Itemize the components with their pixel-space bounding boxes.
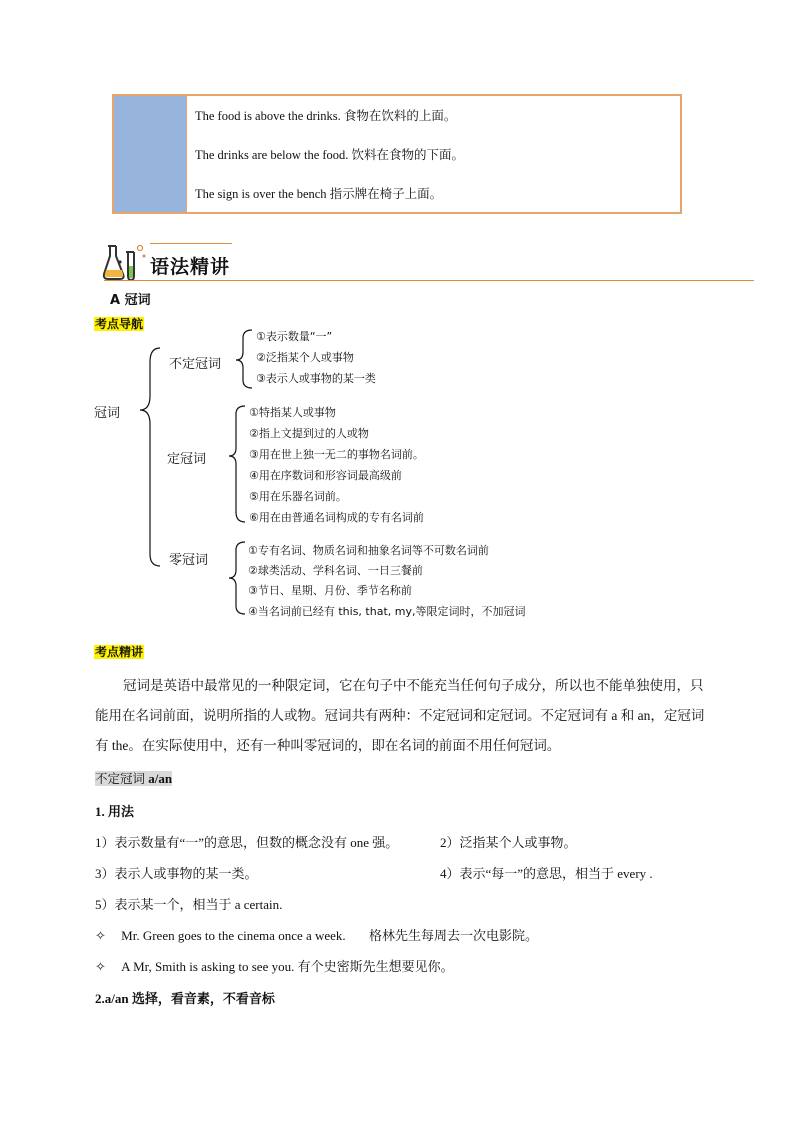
nav-badge-text: 考点导航 <box>95 317 144 331</box>
bullet-en: Mr. Green goes to the cinema once a week. <box>121 928 346 943</box>
detail-badge <box>94 643 144 660</box>
diamond-bullet-icon: ✧ <box>95 928 106 943</box>
example-sentence: The sign is over the bench 指示牌在椅子上面。 <box>195 187 443 201</box>
example-sentences <box>187 96 680 212</box>
tree-indefinite-item: ②泛指某个人或事物 <box>256 351 354 364</box>
tree-definite-item: ①特指某人或事物 <box>249 406 336 419</box>
section-divider <box>104 280 754 281</box>
tree-zero-item: ②球类活动、学科名词、一日三餐前 <box>248 564 423 577</box>
lab-flask-icon <box>102 242 148 282</box>
section-title: 语法精讲 <box>150 256 231 278</box>
example-sentence: The food is above the drinks. 食物在饮料的上面。 <box>195 109 457 123</box>
intro-text: 冠词是英语中最常见的一种限定词，它在句子中不能充当任何句子成分，所以也不能单独使用，只能用在名词前面，说明所指的人或物。冠词共有两种：不定冠词和定冠词。不定冠词有 a 和 an，定冠词有 the。在实际使用中，还有一种叫零冠词的，即在名词的前面不用任何冠词。 <box>95 678 705 753</box>
nav-badge <box>94 315 144 332</box>
example-table <box>112 94 682 214</box>
usage-item: 4）表示“每一”的意思，相当于 every . <box>440 866 653 881</box>
tree-definite-item: ⑤用在乐器名词前。 <box>249 490 347 503</box>
example-bullet <box>95 956 454 975</box>
tree-indefinite-item: ①表示数量“一” <box>256 330 333 343</box>
bullet-en: A Mr, Smith is asking to see you. <box>121 959 295 974</box>
tree-zero-item: ①专有名词、物质名词和抽象名词等不可数名词前 <box>248 544 489 557</box>
tree-definite-item: ②指上文提到过的人或物 <box>249 427 369 440</box>
tree-root-label: 冠词 <box>94 406 121 421</box>
intro-paragraph <box>95 671 715 761</box>
indefinite-heading <box>95 769 172 787</box>
tree-zero-label: 零冠词 <box>169 553 209 568</box>
bullet-cn: 有个史密斯先生想要见你。 <box>297 959 454 974</box>
usage-heading: 1. 用法 <box>95 804 135 819</box>
usage-item: 2）泛指某个人或事物。 <box>440 835 577 850</box>
detail-badge-text: 考点精讲 <box>95 645 144 659</box>
usage-item: 3）表示人或事物的某一类。 <box>95 866 258 881</box>
tree-definite-item: ④用在序数词和形容词最高级前 <box>249 469 402 482</box>
tree-definite-item: ③用在世上独一无二的事物名词前。 <box>249 448 424 461</box>
tree-indefinite-label: 不定冠词 <box>169 357 222 372</box>
tree-zero-item: ③节日、星期、月份、季节名称前 <box>248 584 412 597</box>
usage-item: 5）表示某一个，相当于 a certain. <box>95 897 283 912</box>
section-title-overline <box>150 243 232 244</box>
indefinite-heading-cn: 不定冠词 <box>95 771 146 786</box>
usage-item: 1）表示数量有“一”的意思，但数的概念没有 one 强。 <box>95 835 399 850</box>
tree-definite-item: ⑥用在由普通名词构成的专有名词前 <box>249 511 424 524</box>
diamond-bullet-icon: ✧ <box>95 959 106 974</box>
subsection-label: A 冠词 <box>110 293 151 308</box>
example-table-color-cell <box>114 96 187 212</box>
tree-definite-label: 定冠词 <box>167 452 207 467</box>
tree-indefinite-item: ③表示人或事物的某一类 <box>256 372 376 385</box>
indefinite-heading-en: a/an <box>145 771 173 786</box>
example-sentence: The drinks are below the food. 饮料在食物的下面。 <box>195 148 465 162</box>
tree-zero-item: ④当名词前已经有 this, that, my,等限定词时，不加冠词 <box>248 605 526 618</box>
choice-heading: 2.a/an 选择，看音素，不看音标 <box>95 991 275 1006</box>
example-bullet <box>95 925 538 944</box>
bullet-cn: 格林先生每周去一次电影院。 <box>368 928 538 943</box>
